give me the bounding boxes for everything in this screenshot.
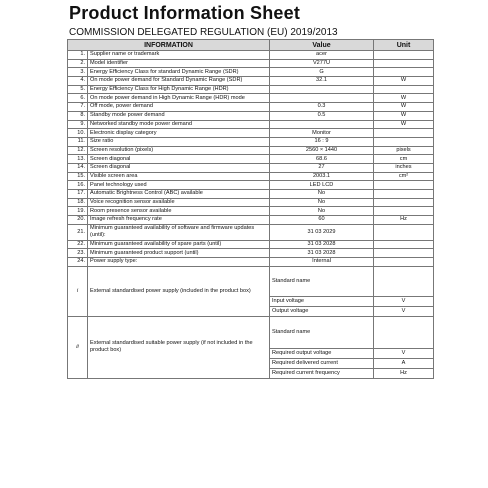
psu-output-voltage: Output voltage: [270, 306, 374, 316]
table-row: [68, 94, 434, 103]
row-value: G: [270, 68, 374, 77]
psu-required-output-voltage: Required output voltage: [270, 348, 374, 358]
row-number: 2.: [68, 59, 88, 68]
table-row: [68, 77, 434, 86]
row-value: 68.6: [270, 155, 374, 164]
row-value: 60: [270, 216, 374, 225]
psu-i-label: External standardised power supply (included in the product box): [88, 266, 270, 316]
table-row: [68, 198, 434, 207]
row-number: 11.: [68, 137, 88, 146]
row-unit: [374, 137, 434, 146]
table-row: [68, 224, 434, 240]
row-unit: [374, 249, 434, 258]
row-label: Minimum guaranteed availability of spare parts (until): [88, 240, 270, 249]
table-row: [68, 51, 434, 60]
row-label: Energy Efficiency Class for High Dynamic Range (HDR): [88, 85, 270, 94]
row-value: V277U: [270, 59, 374, 68]
table-row: [68, 181, 434, 190]
row-value: 2560 × 1440: [270, 146, 374, 155]
row-label: Automatic Brightness Control (ABC) available: [88, 190, 270, 199]
psu-ii-label: External standardised suitable power supply (if not included in the product box): [88, 316, 270, 378]
row-value: 0.3: [270, 103, 374, 112]
psu-i-number: i: [68, 266, 88, 316]
psu-required-output-voltage-unit: V: [374, 348, 434, 358]
psu-output-voltage-unit: V: [374, 306, 434, 316]
table-row: [68, 266, 434, 296]
row-value: 16 : 9: [270, 137, 374, 146]
regulation-subtitle: COMMISSION DELEGATED REGULATION (EU) 2019/2013: [69, 27, 338, 38]
row-value: 31 03 2029: [270, 224, 374, 240]
table-row: [68, 190, 434, 199]
psu-standard-name-2: Standard name: [270, 316, 374, 348]
row-unit: cm: [374, 155, 434, 164]
row-number: 23.: [68, 249, 88, 258]
psu-input-voltage: Input voltage: [270, 296, 374, 306]
row-label: Model identifier: [88, 59, 270, 68]
row-unit: [374, 207, 434, 216]
row-number: 15.: [68, 172, 88, 181]
header-unit: Unit: [374, 40, 434, 51]
row-unit: [374, 68, 434, 77]
table-row: [68, 240, 434, 249]
psu-required-frequency: Required current frequency: [270, 368, 374, 378]
row-unit: [374, 190, 434, 199]
row-unit: [374, 240, 434, 249]
row-label: Voice recognition sensor available: [88, 198, 270, 207]
row-label: Standby mode power demand: [88, 111, 270, 120]
row-value: 31 03 2028: [270, 240, 374, 249]
row-unit: [374, 129, 434, 138]
row-number: 9.: [68, 120, 88, 129]
row-unit: [374, 224, 434, 240]
table-row: [68, 207, 434, 216]
psu-input-voltage-unit: V: [374, 296, 434, 306]
row-number: 20.: [68, 216, 88, 225]
psu-required-current-unit: A: [374, 358, 434, 368]
row-number: 8.: [68, 111, 88, 120]
row-value: 31 03 2028: [270, 249, 374, 258]
row-number: 4.: [68, 77, 88, 86]
row-value: Internal: [270, 258, 374, 267]
row-value: [270, 120, 374, 129]
row-value: Monitor: [270, 129, 374, 138]
table-row: [68, 163, 434, 172]
table-row: [68, 129, 434, 138]
row-number: 5.: [68, 85, 88, 94]
product-info-table: [67, 39, 434, 379]
table-row: [68, 216, 434, 225]
row-value: 27: [270, 163, 374, 172]
table-row: [68, 155, 434, 164]
row-label: Room presence sensor available: [88, 207, 270, 216]
row-label: Electronic display category: [88, 129, 270, 138]
row-label: Screen diagonal: [88, 155, 270, 164]
row-value: LED LCD: [270, 181, 374, 190]
row-unit: inches: [374, 163, 434, 172]
row-number: 12.: [68, 146, 88, 155]
row-label: On mode power demand for Standard Dynamic Range (SDR): [88, 77, 270, 86]
row-unit: [374, 181, 434, 190]
table-row: [68, 68, 434, 77]
row-number: 3.: [68, 68, 88, 77]
row-unit: [374, 85, 434, 94]
row-label: Minimum guaranteed availability of software and firmware updates (until):: [88, 224, 270, 240]
row-label: On mode power demand in High Dynamic Range (HDR) mode: [88, 94, 270, 103]
row-number: 22.: [68, 240, 88, 249]
row-number: 6.: [68, 94, 88, 103]
row-label: Power supply type:: [88, 258, 270, 267]
row-label: Image refresh frequency rate: [88, 216, 270, 225]
row-value: 2003.1: [270, 172, 374, 181]
table-row: [68, 111, 434, 120]
row-unit: W: [374, 77, 434, 86]
row-value: 0.5: [270, 111, 374, 120]
row-label: Networked standby mode power demand: [88, 120, 270, 129]
psu-standard-unit-2: [374, 316, 434, 348]
header-information: INFORMATION: [68, 40, 270, 51]
row-number: 1.: [68, 51, 88, 60]
psu-standard-unit: [374, 266, 434, 296]
row-value: [270, 94, 374, 103]
row-value: [270, 85, 374, 94]
row-unit: W: [374, 94, 434, 103]
row-number: 24.: [68, 258, 88, 267]
row-number: 7.: [68, 103, 88, 112]
table-row: [68, 120, 434, 129]
table-row: [68, 59, 434, 68]
table-row: [68, 103, 434, 112]
row-unit: pixels: [374, 146, 434, 155]
psu-standard-name: Standard name: [270, 266, 374, 296]
row-unit: [374, 59, 434, 68]
table-row: [68, 146, 434, 155]
row-unit: W: [374, 120, 434, 129]
psu-ii-number: ii: [68, 316, 88, 378]
table-header-row: [68, 40, 434, 51]
row-number: 17.: [68, 190, 88, 199]
row-label: Energy Efficiency Class for standard Dynamic Range (SDR): [88, 68, 270, 77]
row-label: Supplier name or trademark: [88, 51, 270, 60]
row-label: Minimum guaranteed product support (until): [88, 249, 270, 258]
row-value: No: [270, 198, 374, 207]
row-label: Panel technology used: [88, 181, 270, 190]
psu-required-frequency-unit: Hz: [374, 368, 434, 378]
row-value: No: [270, 190, 374, 199]
row-unit: Hz: [374, 216, 434, 225]
row-unit: [374, 198, 434, 207]
row-label: Off mode, power demand: [88, 103, 270, 112]
row-label: Size ratio: [88, 137, 270, 146]
table-row: [68, 258, 434, 267]
row-value: acer: [270, 51, 374, 60]
row-value: 32.1: [270, 77, 374, 86]
row-label: Screen diagonal: [88, 163, 270, 172]
row-value: No: [270, 207, 374, 216]
row-label: Visible screen area: [88, 172, 270, 181]
table-row: [68, 316, 434, 348]
row-unit: [374, 258, 434, 267]
row-unit: W: [374, 111, 434, 120]
row-number: 18.: [68, 198, 88, 207]
row-unit: W: [374, 103, 434, 112]
row-number: 13.: [68, 155, 88, 164]
header-value: Value: [270, 40, 374, 51]
row-number: 16.: [68, 181, 88, 190]
row-number: 14.: [68, 163, 88, 172]
table-row: [68, 172, 434, 181]
table-row: [68, 85, 434, 94]
psu-required-current: Required delivered current: [270, 358, 374, 368]
table-row: [68, 137, 434, 146]
row-label: Screen resolution (pixels): [88, 146, 270, 155]
table-row: [68, 249, 434, 258]
row-number: 10.: [68, 129, 88, 138]
row-unit: [374, 51, 434, 60]
row-number: 21.: [68, 224, 88, 240]
page-title: Product Information Sheet: [69, 3, 301, 23]
row-unit: cm²: [374, 172, 434, 181]
row-number: 19.: [68, 207, 88, 216]
